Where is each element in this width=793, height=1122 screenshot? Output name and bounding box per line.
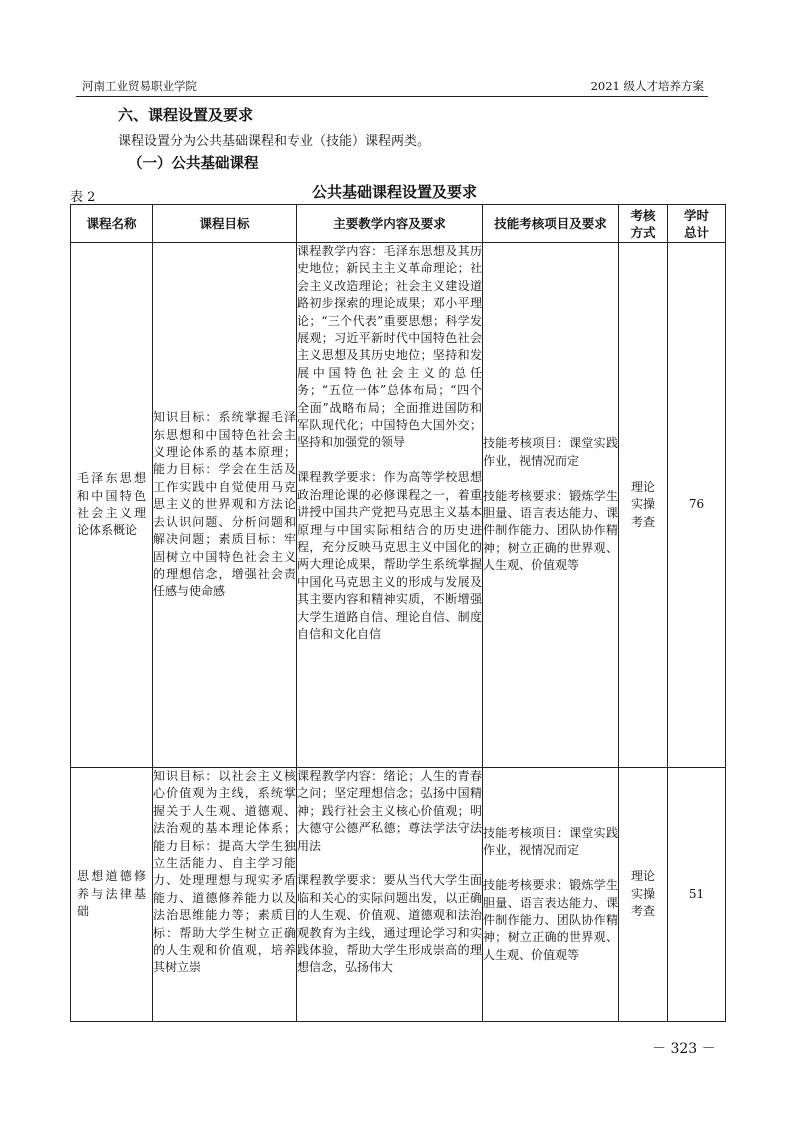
table-caption: 公共基础课程设置及要求 <box>312 183 478 201</box>
col-header-objective: 课程目标 <box>153 205 297 243</box>
hours-cell: 76 <box>668 243 726 768</box>
skills-cell: 技能考核项目：课堂实践作业，视情况而定 技能考核要求：锻炼学生胆量、语言表达能力、课件制作能力、团队协作精神；树立正确的世界观、人生观、价值观等 <box>483 768 619 1022</box>
document-title: 2021 级人才培养方案 <box>590 79 704 93</box>
content-cell: 课程教学内容：毛泽东思想及其历史地位；新民主主义革命理论；社会主义改造理论；社会主义建设道路初步探索的理论成果；邓小平理论；“三个代表”重要思想；科学发展观；习近平新时代中国特色社会主义思想及其历史地位；坚持和发展中国特色社会主义的总任务；“五位一体”总体布局；“四个全面”战略布局；全面推进国防和军队现代化；中国特色大国外交；坚持和加强党的领导 课程教学要求：作为高等学校思想政治理论课的必修课程之一，着重讲授中国共产党把马克思主义基本原理与中国实际相结合的历史进程，充分反映马克思主义中国化的两大理论成果，帮助学生系统掌握中国化马克思主义的形成与发展及其主要内容和精神实质，不断增强大学生道路自信、理论自信、制度自信和文化自信 <box>297 243 483 768</box>
subsection-title: （一）公共基础课程 <box>128 155 259 172</box>
col-header-content: 主要教学内容及要求 <box>297 205 483 243</box>
table-row <box>71 768 726 1022</box>
school-name: 河南工业贸易职业学院 <box>82 79 197 93</box>
course-table <box>70 204 726 1022</box>
col-header-skills: 技能考核项目及要求 <box>483 205 619 243</box>
content-cell: 课程教学内容：绪论；人生的青春之问；坚定理想信念；弘扬中国精神；践行社会主义核心价值观；明大德守公德严私德；尊法学法守法用法 课程教学要求：要从当代大学生面临和关心的实际问题出发，以正确的人生观、价值观、道德观和法治观教育为主线，通过理论学习和实践体验，帮助大学生形成崇高的理想信念，弘扬伟大 <box>297 768 483 1022</box>
course-name-cell: 思想道德修养与法律基础 <box>71 768 153 1022</box>
section-intro: 课程设置分为公共基础课程和专业（技能）课程两类。 <box>118 134 431 149</box>
assessment-cell: 理论实操考查 <box>619 243 668 768</box>
objective-cell: 知识目标：以社会主义核心价值观为主线，系统掌握关于人生观、道德观、法治观的基本理论体系；能力目标：提高大学生独立生活能力、自主学习能力、处理理想与现实矛盾能力、道德修养能力以及法治思维能力等；素质目标：帮助大学生树立正确的人生观和价值观，培养其树立崇 <box>153 768 297 1022</box>
col-header-course-name: 课程名称 <box>71 205 153 243</box>
table-number: 表 2 <box>70 190 96 205</box>
course-name-cell: 毛泽东思想和中国特色社会主义理论体系概论 <box>71 243 153 768</box>
table-header-row <box>71 205 726 243</box>
hours-cell: 51 <box>668 768 726 1022</box>
col-header-assessment: 考核方式 <box>619 205 668 243</box>
objective-cell: 知识目标：系统掌握毛泽东思想和中国特色社会主义理论体系的基本原理；能力目标：学会在生活及工作实践中自觉使用马克思主义的世界观和方法论去认识问题、分析问题和解决问题；素质目标：牢固树立中国特色社会主义的理想信念，增强社会责任感与使命感 <box>153 243 297 768</box>
table-row <box>71 243 726 768</box>
page-header <box>76 78 708 97</box>
col-header-hours: 学时总计 <box>668 205 726 243</box>
skills-cell: 技能考核项目：课堂实践作业，视情况而定 技能考核要求：锻炼学生胆量、语言表达能力、课件制作能力、团队协作精神；树立正确的世界观、人生观、价值观等 <box>483 243 619 768</box>
section-title: 六、课程设置及要求 <box>118 106 254 124</box>
assessment-cell: 理论实操考查 <box>619 768 668 1022</box>
page-number: － 323 － <box>652 1041 716 1057</box>
